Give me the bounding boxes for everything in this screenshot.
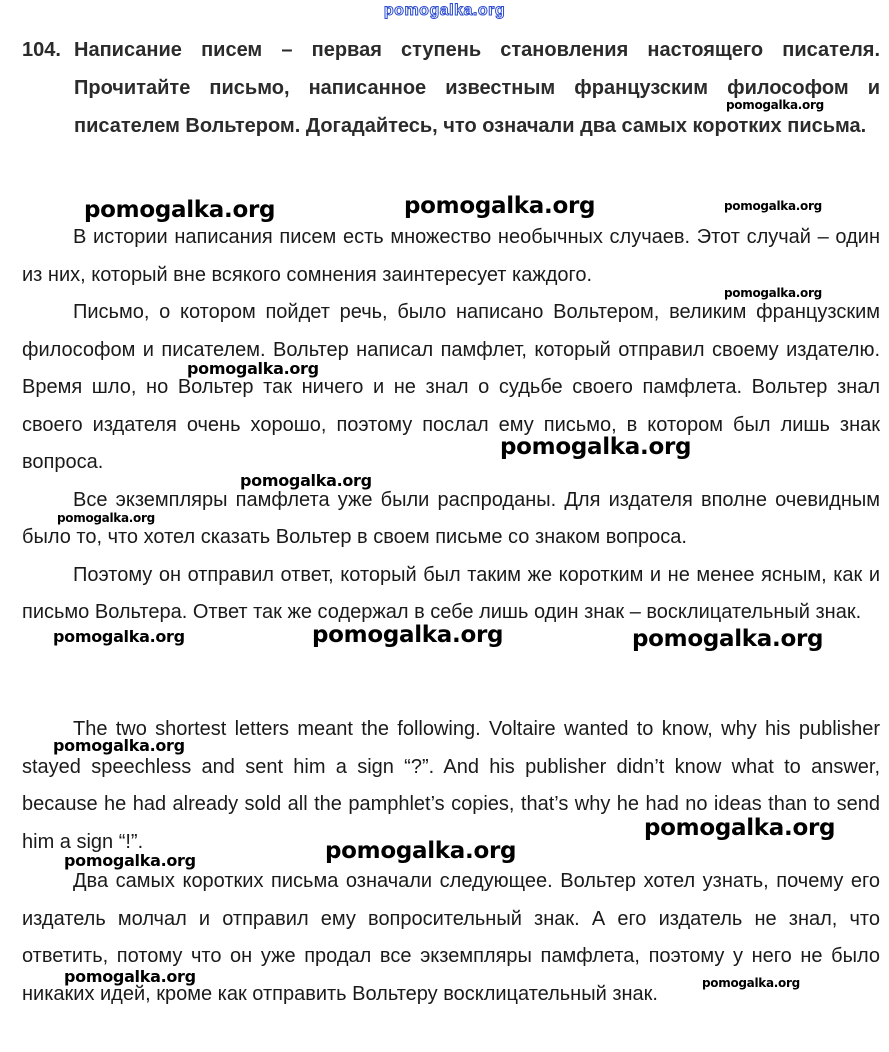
watermark: pomogalka.org: [312, 622, 504, 648]
watermark: pomogalka.org: [64, 851, 196, 870]
watermark: pomogalka.org: [325, 838, 517, 864]
watermark: pomogalka.org: [724, 286, 822, 300]
answer-english-paragraph: The two shortest letters meant the following. Voltaire wanted to know, why his publisher stayed speechless and sent him a sign “?”. And his publisher didn’t know what to answer, because he had already sold all the pamphlet’s copies, that’s why he had no ideas than to send him a sign “!”.: [22, 718, 880, 853]
watermark: pomogalka.org: [64, 967, 196, 986]
watermark: pomogalka.org: [187, 359, 319, 378]
watermark: pomogalka.org: [404, 193, 596, 219]
answer-russian: [22, 863, 880, 1013]
watermark: pomogalka.org: [57, 511, 155, 525]
watermark: pomogalka.org: [240, 471, 372, 490]
task-block: [22, 31, 880, 145]
watermark: pomogalka.org: [53, 627, 185, 646]
answer-russian-paragraph: Два самых коротких письма означали следующее. Вольтер хотел узнать, почему его издатель молчал и отправил ему вопросительный знак. А его издатель не знал, что ответить, потому что он уже продал все экземпляры памфлета, поэтому у него не было никаких идей, кроме как отправить Вольтеру восклицательный знак.: [22, 870, 880, 1005]
story-paragraph: В истории написания писем есть множество необычных случаев. Этот случай – один из них, который вне всякого сомнения заинтересует каждого.: [22, 226, 880, 286]
watermark: pomogalka.org: [702, 976, 800, 990]
task-number: 104.: [22, 39, 61, 61]
watermark: pomogalka.org: [500, 434, 692, 460]
story-paragraph: Поэтому он отправил ответ, который был таким же коротким и не менее ясным, как и письмо Вольтера. Ответ так же содержал в себе лишь один знак – восклицательный знак.: [22, 563, 880, 623]
story-text: [22, 219, 880, 632]
story-paragraph: Все экземпляры памфлета уже были распроданы. Для издателя вполне очевидным было то, что хотел сказать Вольтер в своем письме со знаком вопроса.: [22, 488, 880, 548]
story-paragraph: Письмо, о котором пойдет речь, было написано Вольтером, великим французским философом и писателем. Вольтер написал памфлет, который отправил своему издателю. Время шло, но Вольтер так ничего и не знал о судьбе своего памфлета. Вольтер знал своего издателя очень хорошо, поэтому послал ему письмо, в котором был лишь знак вопроса.: [22, 301, 880, 473]
watermark: pomogalka.org: [84, 197, 276, 223]
watermark: pomogalka.org: [53, 736, 185, 755]
task-text: Написание писем – первая ступень становления настоящего писателя. Прочитайте письмо, написанное известным французским философом и писателем Вольтером. Догадайтесь, что означали два самых коротких письма.: [74, 39, 880, 137]
site-header-watermark: pomogalka.org: [383, 2, 506, 19]
watermark: pomogalka.org: [726, 98, 824, 112]
watermark: pomogalka.org: [644, 815, 836, 841]
watermark: pomogalka.org: [632, 626, 824, 652]
watermark: pomogalka.org: [724, 199, 822, 213]
